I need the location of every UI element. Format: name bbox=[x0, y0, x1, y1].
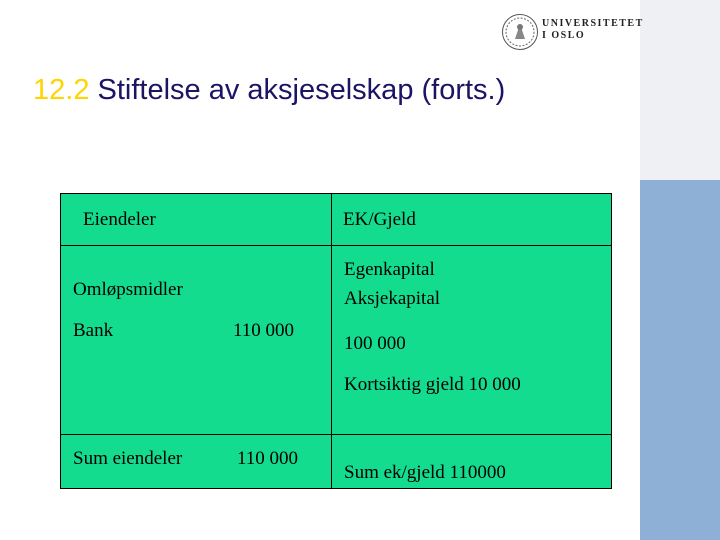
university-logo-text bbox=[542, 18, 644, 42]
slide-title bbox=[33, 72, 623, 108]
share-capital-value: 100 000 bbox=[344, 333, 406, 354]
university-seal-icon bbox=[502, 14, 538, 50]
short-term-debt: Kortsiktig gjeld 10 000 bbox=[344, 374, 521, 395]
equity-label: Egenkapital bbox=[344, 259, 435, 280]
decorative-strip-bottom bbox=[640, 180, 720, 540]
sum-assets-label: Sum eiendeler bbox=[73, 448, 183, 469]
balance-sheet-table bbox=[60, 193, 612, 489]
sum-divider bbox=[61, 434, 611, 435]
header-divider bbox=[61, 245, 611, 246]
slide-title-text: Stiftelse av aksjeselskap (forts.) bbox=[97, 74, 506, 106]
assets-header: Eiendeler bbox=[83, 209, 156, 230]
current-assets-label: Omløpsmidler bbox=[73, 279, 183, 300]
liabilities-header: EK/Gjeld bbox=[343, 209, 416, 230]
bank-value: 110 000 bbox=[233, 320, 295, 341]
column-divider bbox=[331, 194, 332, 488]
share-capital-label: Aksjekapital bbox=[344, 288, 441, 309]
logo-line-1: UNIVERSITETET bbox=[542, 18, 644, 29]
sum-liabilities: Sum ek/gjeld 110000 bbox=[344, 462, 506, 483]
decorative-strip-top bbox=[640, 0, 720, 180]
decorative-side-strip bbox=[640, 0, 720, 540]
sum-assets-value: 110 000 bbox=[237, 448, 299, 469]
bank-label: Bank bbox=[73, 320, 114, 341]
logo-line-2: I OSLO bbox=[542, 30, 586, 41]
slide-title-number: 12.2 bbox=[33, 74, 90, 106]
